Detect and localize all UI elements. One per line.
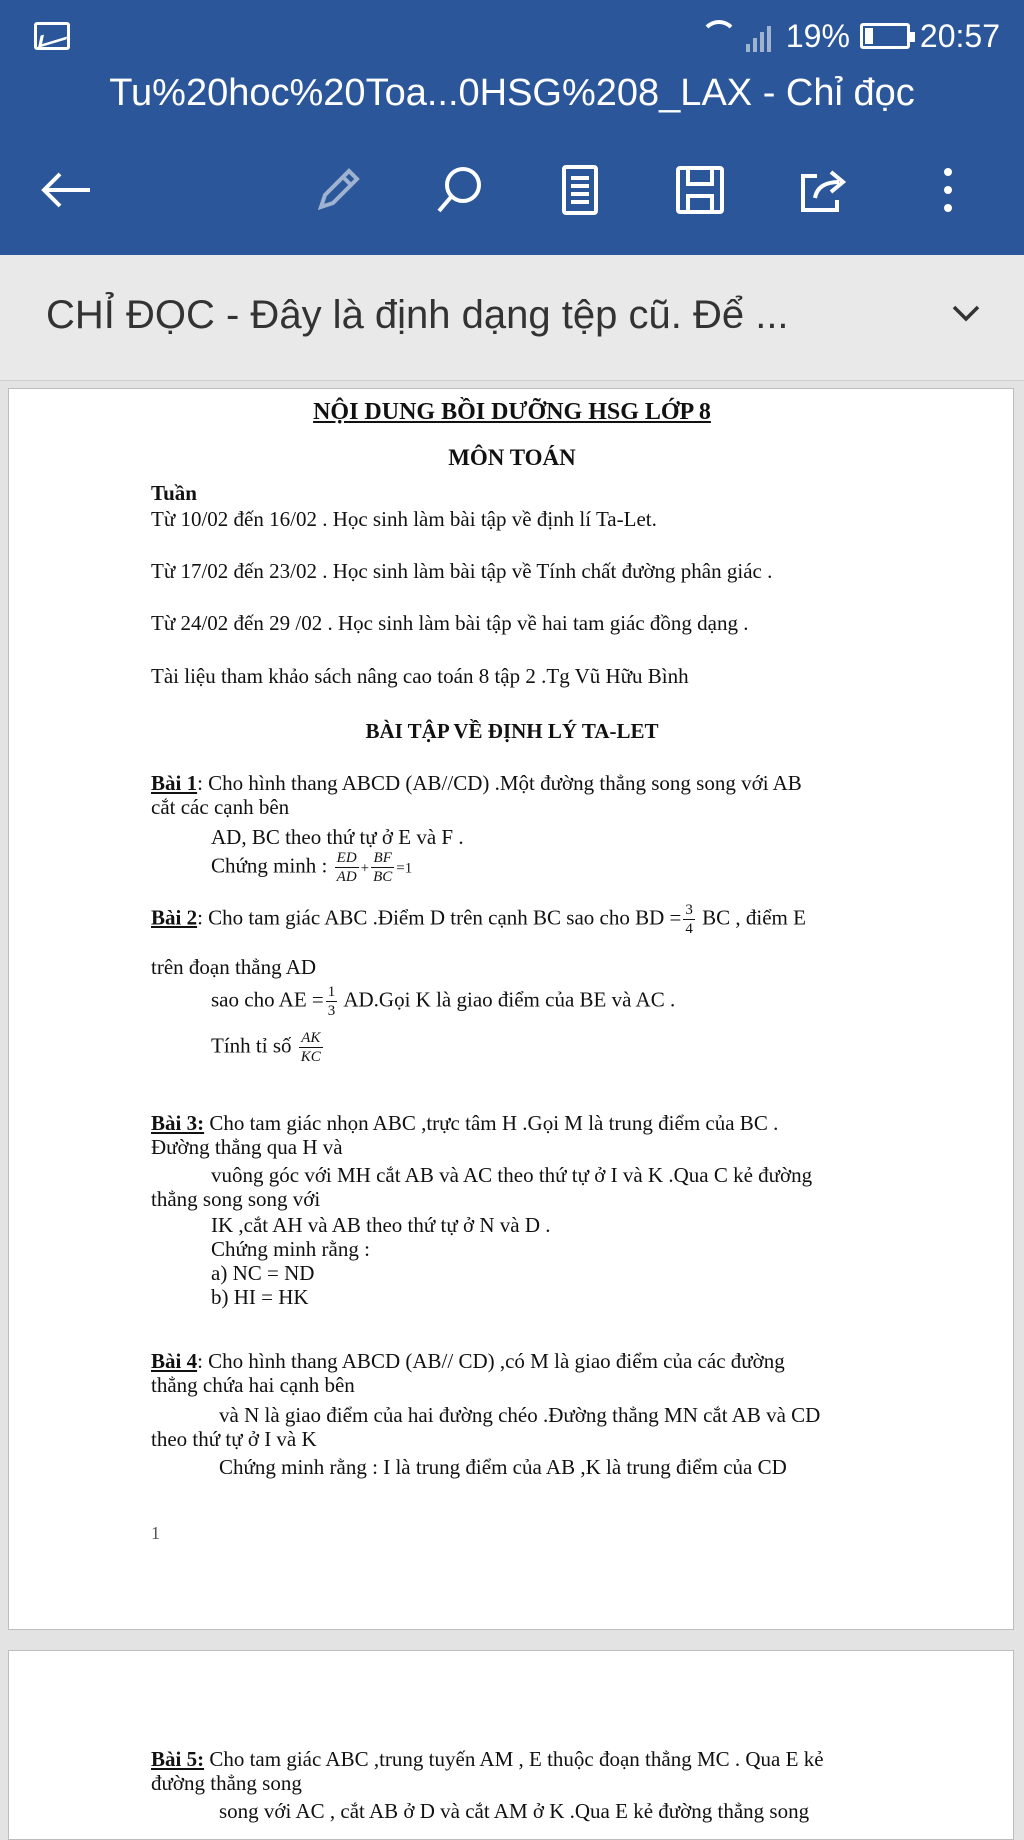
search-icon[interactable] <box>430 160 490 220</box>
reference: Tài liệu tham khảo sách nâng cao toán 8 tập 2 .Tg Vũ Hữu Bình <box>151 664 689 688</box>
numerator: AK <box>299 1029 323 1048</box>
read-only-banner[interactable] <box>0 255 1024 381</box>
battery-percent: 19% <box>785 17 850 54</box>
banner-text: CHỈ ĐỌC - Đây là định dạng tệp cũ. Để ... <box>46 293 789 337</box>
exercise-3-line: Đường thẳng qua H và <box>151 1135 343 1159</box>
exercise-text: Cho tam giác ABC ,trung tuyến AM , E thuộc đoạn thẳng MC . Qua E kẻ <box>204 1747 824 1771</box>
exercise-text: Cho tam giác nhọn ABC ,trực tâm H .Gọi M là trung điểm của BC . <box>204 1111 779 1135</box>
exercise-label: Bài 5: <box>151 1747 205 1771</box>
signal-icon <box>746 20 776 52</box>
formula-text: Chứng minh : <box>211 853 328 878</box>
exercise-2-line: trên đoạn thẳng AD <box>151 955 317 979</box>
denominator: BC <box>373 869 393 885</box>
back-arrow-icon[interactable] <box>36 160 96 220</box>
exercise-text: sao cho AE = <box>211 987 324 1012</box>
exercise-1-line: AD, BC theo thứ tự ở E và F . <box>211 825 464 849</box>
exercise-text: BC , điểm E <box>696 905 806 930</box>
gallery-icon <box>34 22 70 50</box>
exercise-text: : Cho hình thang ABCD (AB//CD) .Một đường thẳng song song với AB <box>197 771 802 795</box>
exercise-label: Bài 3: <box>151 1111 205 1135</box>
status-bar <box>0 0 1024 70</box>
exercise-3-line: vuông góc với MH cắt AB và AC theo thứ tự ở I và K .Qua C kẻ đường <box>211 1163 813 1187</box>
app-header <box>0 0 1024 255</box>
exercise-4-line: và N là giao điểm của hai đường chéo .Đường thẳng MN cắt AB và CD <box>219 1403 821 1427</box>
denominator: 4 <box>685 921 693 937</box>
toolbar <box>0 150 1024 230</box>
exercise-2 <box>151 901 806 938</box>
exercise-4 <box>151 1349 785 1374</box>
page-number: 1 <box>151 1523 160 1543</box>
wifi-icon <box>698 20 736 52</box>
exercise-3-line: Chứng minh rằng : <box>211 1237 370 1261</box>
exercise-3-item-a: a) NC = ND <box>211 1261 315 1285</box>
exercise-text: Tính tỉ số <box>211 1033 292 1058</box>
exercise-2-line <box>211 1029 325 1066</box>
clock: 20:57 <box>919 17 1000 54</box>
exercise-label: Bài 2 <box>151 905 198 930</box>
save-icon[interactable] <box>670 160 730 220</box>
document-page-1 <box>8 388 1014 1630</box>
doc-heading: NỘI DUNG BỒI DƯỠNG HSG LỚP 8 <box>313 399 711 425</box>
equals-one: =1 <box>396 860 413 877</box>
numerator: BF <box>371 849 394 868</box>
share-icon[interactable] <box>794 160 854 220</box>
exercise-3 <box>151 1111 778 1136</box>
exercise-2-line <box>211 983 675 1020</box>
doc-subject: MÔN TOÁN <box>448 445 576 470</box>
document-page-2 <box>8 1650 1014 1840</box>
denominator: AD <box>336 869 357 885</box>
exercise-4-line: theo thứ tự ở I và K <box>151 1427 317 1451</box>
exercise-1-line: cắt các cạnh bên <box>151 795 290 819</box>
exercise-1-formula <box>211 849 412 886</box>
exercise-4-line: thẳng chứa hai cạnh bên <box>151 1373 355 1397</box>
week-3: Từ 24/02 đến 29 /02 . Học sinh làm bài tập về hai tam giác đồng dạng . <box>151 611 749 635</box>
exercise-1 <box>151 771 802 796</box>
denominator: KC <box>300 1049 321 1065</box>
exercise-label: Bài 1 <box>151 771 198 795</box>
exercise-5 <box>151 1747 824 1772</box>
fraction <box>326 983 338 1020</box>
week-label: Tuần <box>151 481 197 505</box>
more-icon[interactable] <box>918 160 978 220</box>
exercise-3-line: thẳng song song với <box>151 1187 321 1211</box>
exercise-3-item-b: b) HI = HK <box>211 1285 309 1309</box>
fraction <box>371 849 394 886</box>
exercise-text: AD.Gọi K là giao điểm của BE và AC . <box>339 987 676 1012</box>
battery-icon <box>860 23 910 49</box>
exercise-text: : Cho tam giác ABC .Điểm D trên cạnh BC sao cho BD = <box>197 905 682 930</box>
edit-pencil-icon[interactable] <box>308 160 368 220</box>
exercise-5-line: đường thẳng song <box>151 1771 302 1795</box>
week-2: Từ 17/02 đến 23/02 . Học sinh làm bài tập về Tính chất đường phân giác . <box>151 559 773 583</box>
document-title: Tu%20hoc%20Toa...0HSG%208_LAX - Chỉ đọc <box>109 72 915 114</box>
fraction <box>683 901 695 938</box>
exercise-5-line: song với AC , cắt AB ở D và cắt AM ở K .Qua E kẻ đường thẳng song <box>219 1799 810 1823</box>
numerator: ED <box>336 850 357 866</box>
chevron-down-icon[interactable] <box>948 295 984 336</box>
exercise-label: Bài 4 <box>151 1349 198 1373</box>
exercise-text: : Cho hình thang ABCD (AB// CD) ,có M là giao điểm của các đường <box>197 1349 785 1373</box>
plus-sign: + <box>360 860 370 877</box>
reading-view-icon[interactable] <box>550 160 610 220</box>
denominator: 3 <box>327 1003 336 1019</box>
exercise-4-line: Chứng minh rằng : I là trung điểm của AB ,K là trung điểm của CD <box>219 1455 787 1479</box>
section-title: BÀI TẬP VỀ ĐỊNH LÝ TA-LET <box>365 719 659 743</box>
fraction <box>299 1029 323 1066</box>
numerator: 1 <box>327 984 336 1000</box>
fraction <box>335 849 359 886</box>
exercise-3-line: IK ,cắt AH và AB theo thứ tự ở N và D . <box>211 1213 551 1237</box>
week-1: Từ 10/02 đến 16/02 . Học sinh làm bài tập về định lí Ta-Let. <box>151 507 657 531</box>
numerator: 3 <box>685 902 693 918</box>
